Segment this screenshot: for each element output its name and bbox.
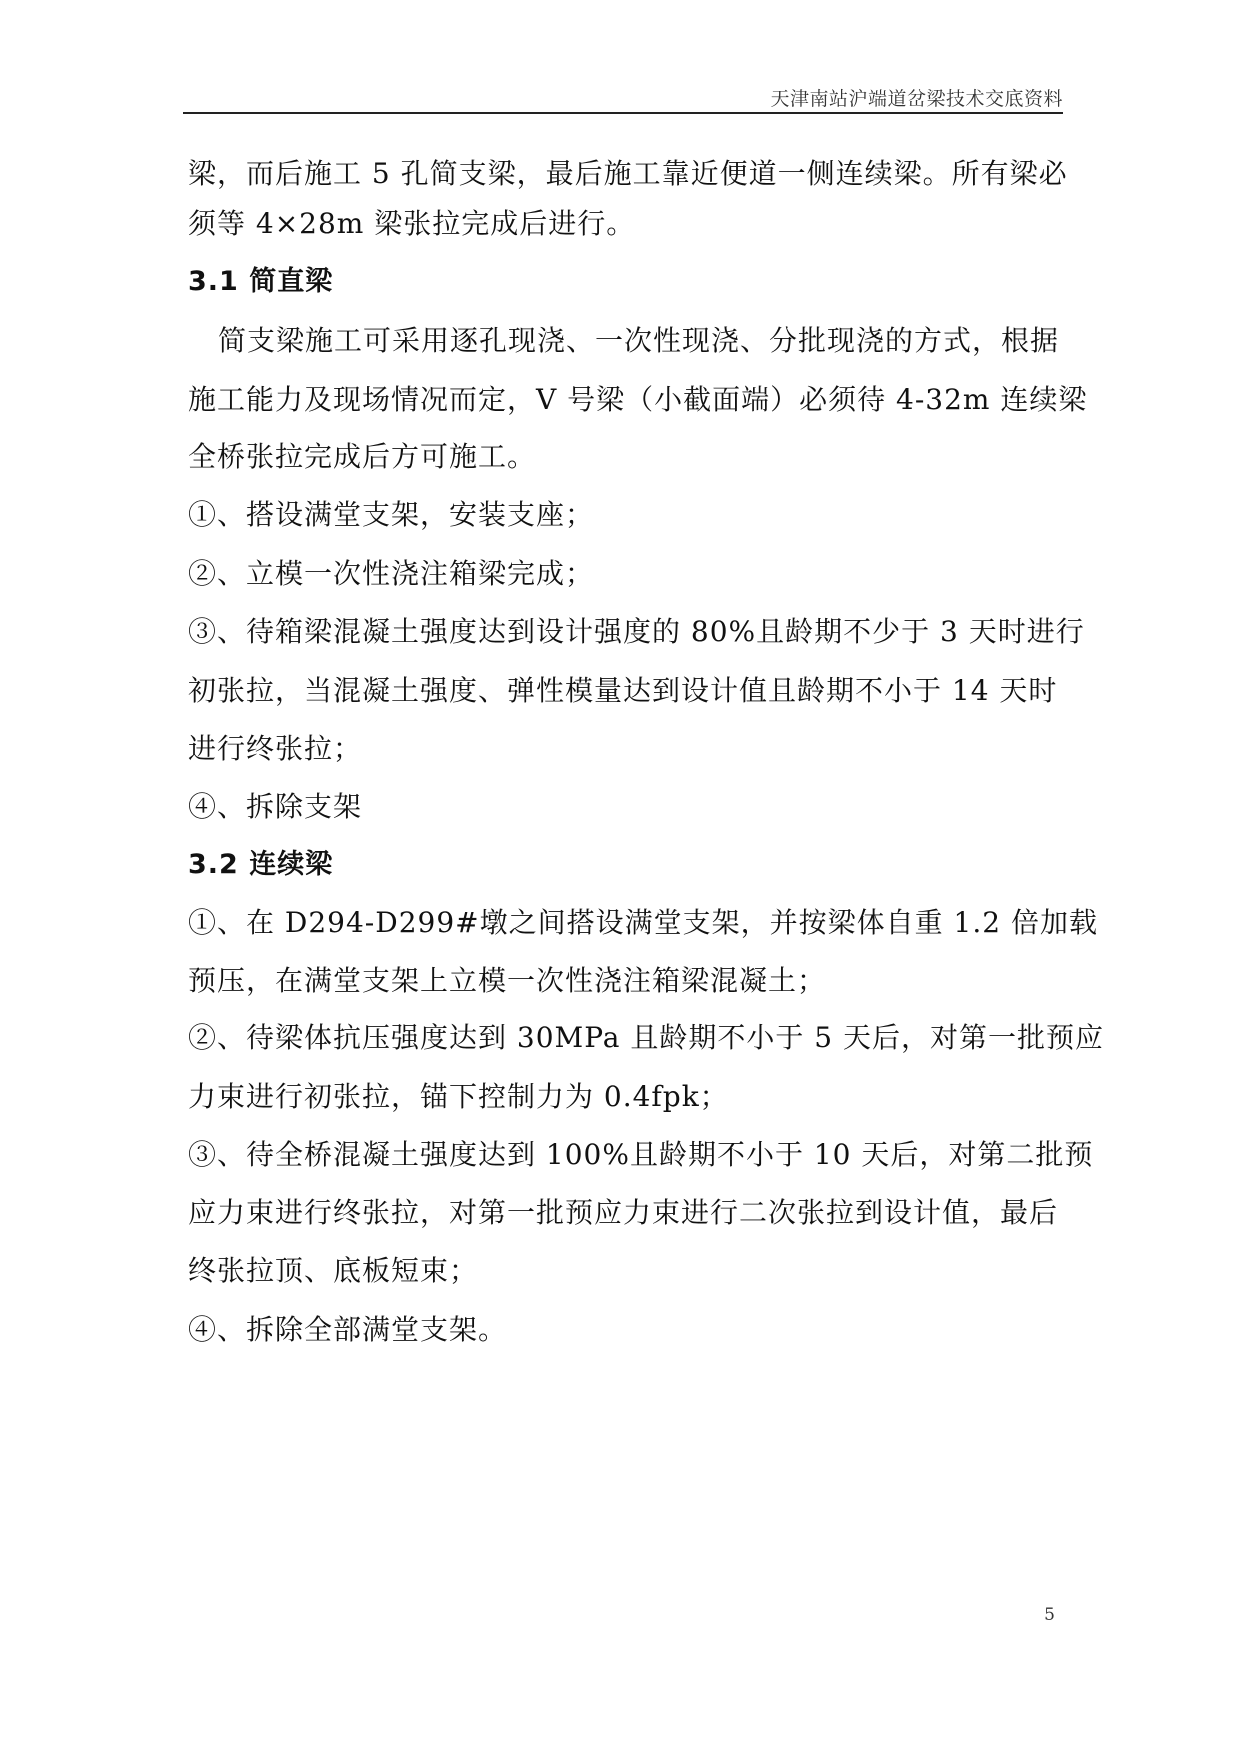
list-item: ④、拆除全部满堂支架。 <box>188 1313 508 1346</box>
header-divider <box>183 112 1063 114</box>
body-line: 应力束进行终张拉，对第一批预应力束进行二次张拉到设计值，最后 <box>188 1196 1059 1229</box>
list-item: ①、搭设满堂支架，安装支座； <box>188 498 595 531</box>
list-item: ④、拆除支架 <box>188 790 363 823</box>
body-line: 须等 4×28m 梁张拉完成后进行。 <box>188 207 636 240</box>
running-header: 天津南站沪端道岔梁技术交底资料 <box>770 88 1063 110</box>
section-heading-3-1: 3.1 简直梁 <box>188 266 334 297</box>
list-item: ②、待梁体抗压强度达到 30MPa 且龄期不小于 5 天后，对第一批预应 <box>188 1021 1104 1054</box>
page-number: 5 <box>1044 1605 1055 1625</box>
list-item: ①、在 D294-D299#墩之间搭设满堂支架，并按梁体自重 1.2 倍加载 <box>188 906 1098 939</box>
body-line: 预压，在满堂支架上立模一次性浇注箱梁混凝土； <box>188 964 827 997</box>
body-line: 梁，而后施工 5 孔简支梁，最后施工靠近便道一侧连续梁。所有梁必 <box>188 157 1068 190</box>
body-line: 全桥张拉完成后方可施工。 <box>188 440 537 473</box>
body-line: 施工能力及现场情况而定，V 号梁（小截面端）必须待 4-32m 连续梁 <box>188 383 1088 416</box>
body-line: 终张拉顶、底板短束； <box>188 1254 479 1287</box>
body-line: 初张拉，当混凝土强度、弹性模量达到设计值且龄期不小于 14 天时 <box>188 674 1058 707</box>
body-line: 简支梁施工可采用逐孔现浇、一次性现浇、分批现浇的方式，根据 <box>218 324 1060 357</box>
body-line: 力束进行初张拉，锚下控制力为 0.4fpk； <box>188 1080 729 1113</box>
list-item: ②、立模一次性浇注箱梁完成； <box>188 557 595 590</box>
section-heading-3-2: 3.2 连续梁 <box>188 849 334 880</box>
list-item: ③、待全桥混凝土强度达到 100%且龄期不小于 10 天后，对第二批预 <box>188 1138 1094 1171</box>
body-line: 进行终张拉； <box>188 732 363 765</box>
list-item: ③、待箱梁混凝土强度达到设计强度的 80%且龄期不少于 3 天时进行 <box>188 615 1085 648</box>
